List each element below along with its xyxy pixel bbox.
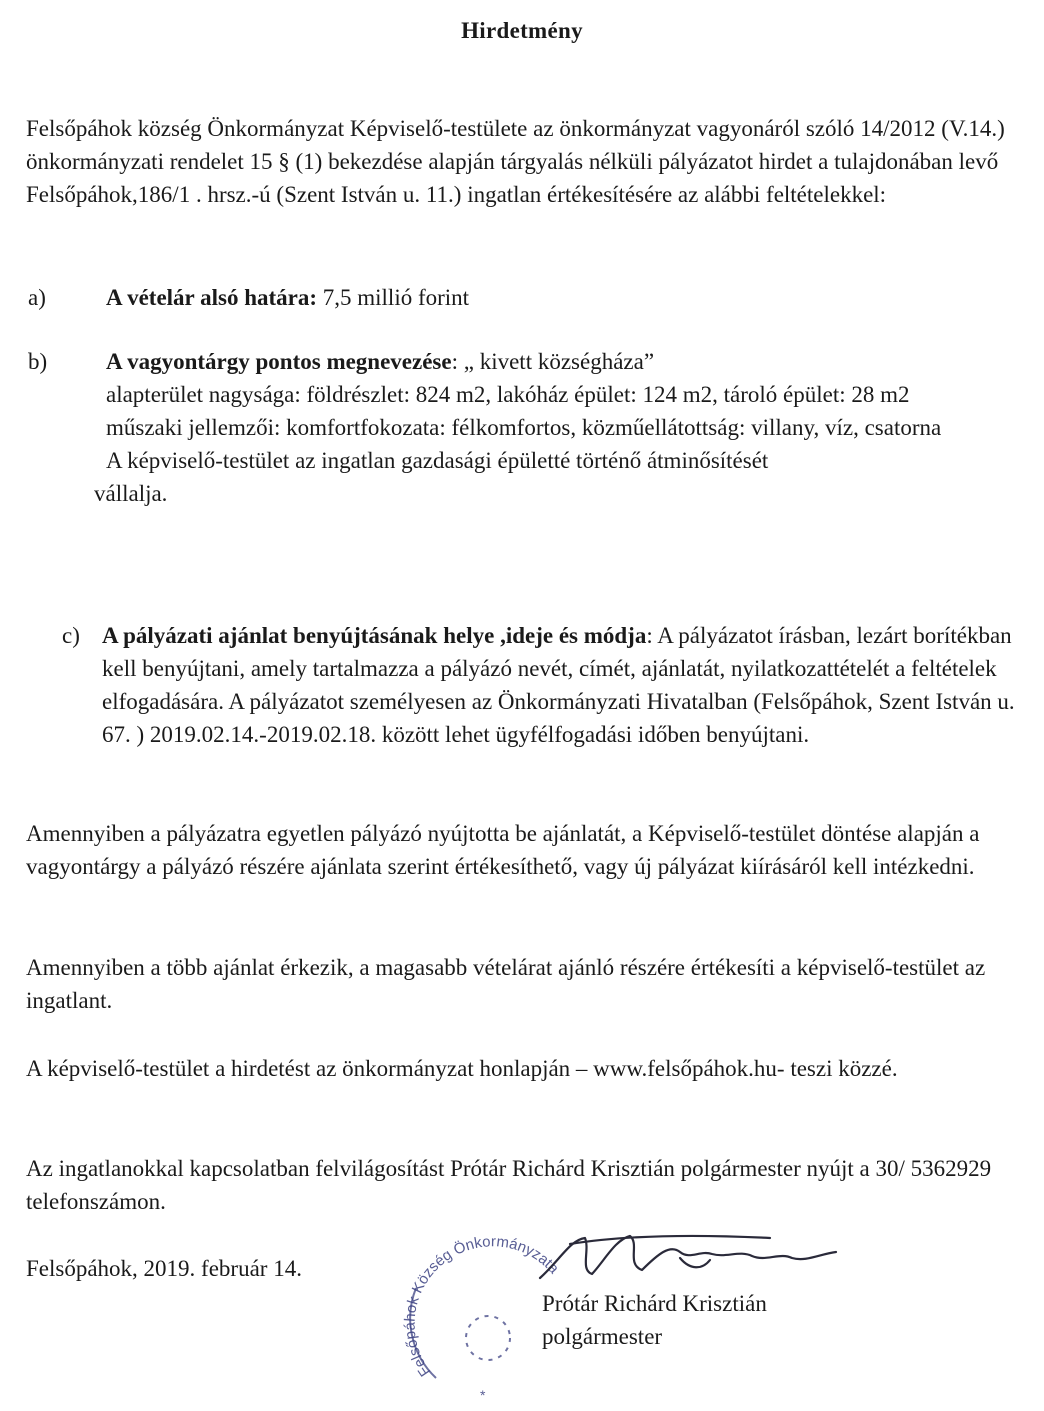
paragraph-contact: Az ingatlanokkal kapcsolatban felvilágosítást Prótár Richárd Krisztián polgármester nyújt a 30/ 5362929 telefonszámon. (26, 1156, 992, 1214)
paragraph-single-bidder: Amennyiben a pályázatra egyetlen pályázó nyújtotta be ajánlatát, a Képviselő-testület döntése alapján a vagyontárgy a pályázó részére ajánlata szerint értékesíthető, vagy új pályázat kiírásáról kell intézkedni. (26, 821, 980, 879)
signer-title: polgármester (542, 1324, 663, 1349)
intro-paragraph: Felsőpáhok község Önkormányzat Képviselő-testülete az önkormányzat vagyonáról szóló 14/2012 (V.14.) önkormányzati rendelet 15 § (1) bekezdése alapján tárgyalás nélküli pályázatot hirdet a tulajdonában levő Felsőpáhok,186/1 . hrsz.-ú (Szent István u. 11.) ingatlan értékesítésére az alábbi feltételekkel: (26, 116, 1005, 207)
place-date: Felsőpáhok, 2019. február 14. (26, 1256, 302, 1281)
document-title: Hirdetmény (461, 18, 583, 43)
signer-name: Prótár Richárd Krisztián (542, 1291, 767, 1316)
item-c-heading: A pályázati ajánlat benyújtásának helye ,ideje és módja (102, 623, 647, 648)
item-a-heading: A vételár alsó határa: (106, 285, 318, 310)
list-marker-b: b) (28, 349, 48, 374)
list-marker-c: c) (62, 623, 80, 648)
stamp-text: Felsőpáhok Község Önkormányzata (401, 1233, 563, 1380)
item-b-area: alapterület nagysága: földrészlet: 824 m2, lakóház épület: 124 m2, tároló épület: 28 m2 (106, 382, 910, 407)
handwritten-signature (530, 1230, 860, 1290)
paragraph-publication: A képviselő-testület a hirdetést az önkormányzat honlapján – www.felsőpáhok.hu- teszi közzé. (26, 1056, 898, 1081)
item-b-specs: műszaki jellemzői: komfortfokozata: félkomfortos, közműellátottság: villany, víz, csatorna (106, 415, 942, 440)
item-b-text: : „ kivett községháza” (451, 349, 655, 374)
svg-text:*: * (480, 1387, 486, 1403)
list-marker-a: a) (28, 285, 46, 310)
signature-block (542, 1287, 767, 1353)
item-c-text: : A pályázatot írásban, lezárt borítékban kell benyújtani, amely tartalmazza a pályázó nevét, címét, ajánlatát, nyilatkozattételét a feltételek elfogadására. A pályázatot személyesen az Önkormányzati Hivatalban (Felsőpáhok, Szent István u. 67. ) 2019.02.14.-2019.02.18. között lehet ügyfélfogadási időben benyújtani. (102, 623, 1015, 747)
item-b-heading: A vagyontárgy pontos megnevezése (106, 349, 452, 374)
item-b-note-end: vállalja. (94, 481, 168, 506)
paragraph-multiple-bids: Amennyiben a több ajánlat érkezik, a magasabb vételárat ajánló részére értékesíti a képviselő-testület az ingatlant. (26, 955, 986, 1013)
item-a-text: 7,5 millió forint (317, 285, 470, 310)
item-b-note: A képviselő-testület az ingatlan gazdasági épületté történő átminősítését (106, 448, 769, 473)
